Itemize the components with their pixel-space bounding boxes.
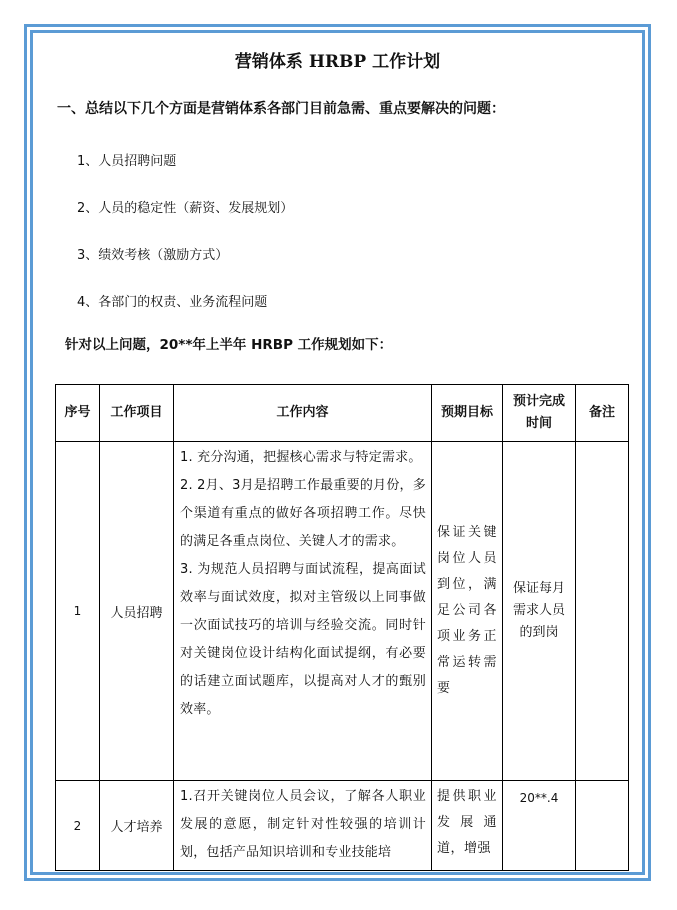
row-no: 1: [56, 442, 100, 781]
section-heading: 一、总结以下几个方面是营销体系各部门目前急需、重点要解决的问题：: [57, 101, 505, 117]
content-paragraph: 2. 2月、3月是招聘工作最重要的月份，多个渠道有重点的做好各项招聘工作。尽快的满足各重点岗位、关键人才的需求。: [180, 478, 426, 549]
issue-item: 2、人员的稳定性（薪资、发展规划）: [77, 201, 294, 216]
document-title: 营销体系 HRBP 工作计划: [234, 52, 441, 72]
row-content: [174, 442, 432, 781]
header-content: 工作内容: [174, 385, 432, 442]
header-note: 备注: [576, 385, 629, 442]
header-project: 工作项目: [100, 385, 174, 442]
row-project: 人才培养: [100, 781, 174, 871]
row-time: 保证每月需求人员的到岗: [503, 442, 576, 781]
row-goal: 提供职业发展通道，增强: [432, 781, 503, 871]
row-note: [576, 781, 629, 871]
row-no: 2: [56, 781, 100, 871]
row-content: [174, 781, 432, 871]
table-header-row: [56, 385, 629, 442]
issue-item: 3、绩效考核（激励方式）: [77, 248, 229, 263]
row-project: 人员招聘: [100, 442, 174, 781]
header-time: 预计完成时间: [503, 385, 576, 442]
content-paragraph: 1. 充分沟通，把握核心需求与特定需求。: [180, 450, 422, 465]
table-row: [56, 781, 629, 871]
content-paragraph: 3. 为规范人员招聘与面试流程，提高面试效率与面试效度，拟对主管级以上同事做一次面试技巧的培训与经验交流。同时针对关键岗位设计结构化面试提纲，有必要的话建立面试题库，以提高对人才的甄别效率。: [180, 562, 426, 717]
header-no: 序号: [56, 385, 100, 442]
table-row: [56, 442, 629, 781]
content-paragraph: 1.召开关键岗位人员会议，了解各人职业发展的意愿，制定针对性较强的培训计划，包括产品知识培训和专业技能培: [180, 789, 426, 860]
page-border-inner: [30, 30, 645, 875]
issue-item: 4、各部门的权责、业务流程问题: [77, 295, 268, 310]
work-plan-table: [55, 384, 629, 871]
row-goal: 保证关键岗位人员到位，满足公司各项业务正常运转需要: [432, 442, 503, 781]
row-time: 20**.4: [503, 781, 576, 871]
plan-intro: 针对以上问题，20**年上半年 HRBP 工作规划如下：: [65, 337, 393, 353]
header-goal: 预期目标: [432, 385, 503, 442]
row-note: [576, 442, 629, 781]
issue-item: 1、人员招聘问题: [77, 154, 177, 169]
